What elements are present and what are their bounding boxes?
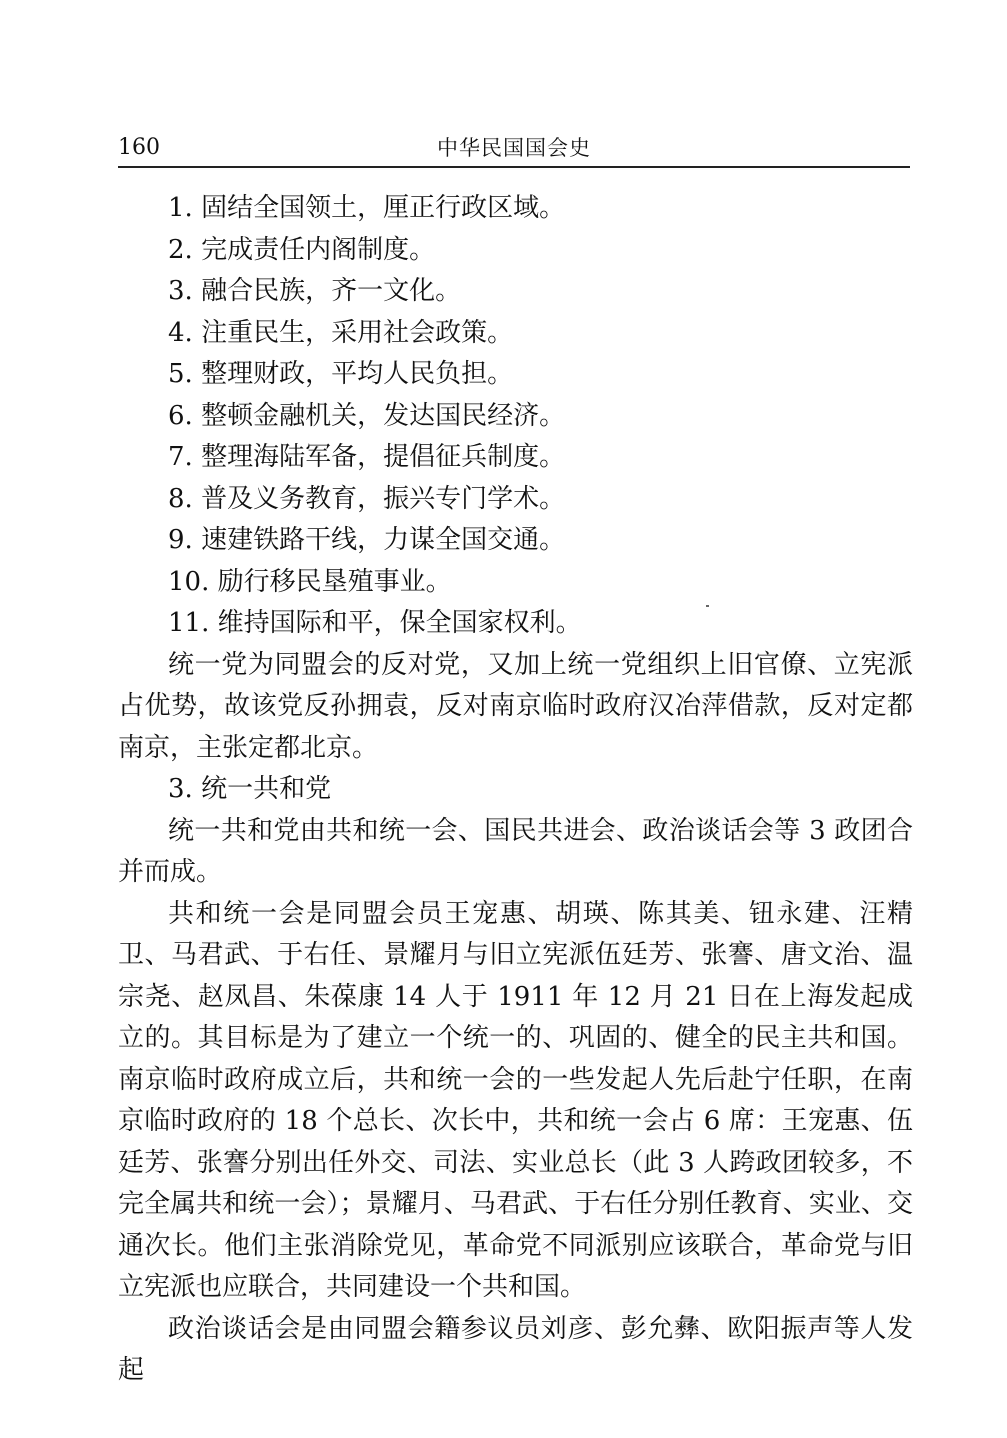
paragraph-republican-unity-society: 共和统一会是同盟会员王宠惠、胡瑛、陈其美、钮永建、汪精卫、马君武、于右任、景耀月与旧立宪派伍廷芳、张謇、唐文治、温宗尧、赵凤昌、朱葆康 14 人于 1911 年 12 月 21 日在上海发起成立的。其目标是为了建立一个统一的、巩固的、健全的民主共和国。南京临时政府成立后，共和统一会的一些发起人先后赴宁任职，在南京临时政府的 18 个总长、次长中，共和统一会占 6 席：王宠惠、伍廷芳、张謇分别出任外交、司法、实业总长（此 3 人跨政团较多，不完全属共和统一会）；景耀月、马君武、于右任分别任教育、实业、交通次长。他们主张消除党见，革命党不同派别应该联合，革命党与旧立宪派也应联合，共同建设一个共和国。 [118, 898, 913, 1302]
running-title: 中华民国国会史 [437, 136, 591, 160]
paragraph-formation: 统一共和党由共和统一会、国民共进会、政治谈话会等 3 政团合并而成。 [118, 815, 913, 887]
scan-speck [706, 605, 709, 607]
list-item: 8. 普及义务教育，振兴专门学术。 [168, 483, 566, 514]
page-header [118, 134, 910, 164]
page-body [118, 188, 913, 1392]
list-item: 3. 融合民族，齐一文化。 [168, 276, 462, 306]
paragraph-political-discussion-society: 政治谈话会是由同盟会籍参议员刘彦、彭允彝、欧阳振声等人发起 [118, 1313, 913, 1385]
list-item: 6. 整顿金融机关，发达国民经济。 [168, 400, 566, 431]
list-item: 1. 固结全国领土，厘正行政区域。 [168, 193, 566, 223]
list-item: 2. 完成责任内阁制度。 [168, 234, 436, 265]
header-rule [118, 166, 910, 168]
list-item: 4. 注重民生，采用社会政策。 [168, 317, 514, 348]
paragraph-unity-party: 统一党为同盟会的反对党，又加上统一党组织上旧官僚、立宪派占优势，故该党反孙拥袁，反对南京临时政府汉冶萍借款，反对定都南京，主张定都北京。 [118, 649, 913, 763]
list-item: 11. 维持国际和平，保全国家权利。 [168, 608, 582, 638]
section-heading: 3. 统一共和党 [168, 774, 332, 804]
page-number: 160 [118, 135, 160, 160]
list-item: 9. 速建铁路干线，力谋全国交通。 [168, 525, 566, 555]
list-item: 10. 励行移民垦殖事业。 [168, 566, 452, 597]
list-item: 7. 整理海陆军备，提倡征兵制度。 [168, 442, 566, 472]
list-item: 5. 整理财政，平均人民负担。 [168, 359, 514, 389]
